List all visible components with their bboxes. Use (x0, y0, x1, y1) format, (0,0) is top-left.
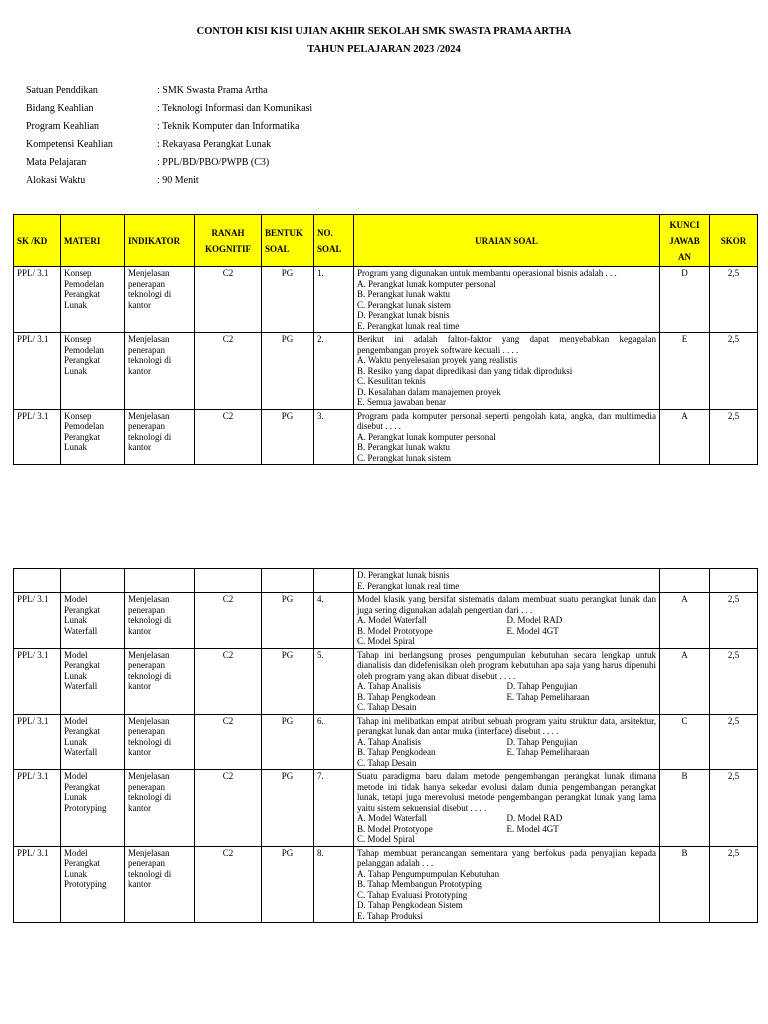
cell-skor: 2,5 (710, 267, 758, 333)
info-label: Mata Pelajaran (26, 157, 87, 168)
info-row (26, 118, 312, 136)
cell-bentuk: PG (262, 714, 314, 770)
info-label: Alokasi Waktu (26, 175, 86, 186)
cell-bentuk: PG (262, 409, 314, 465)
option-pair (357, 824, 656, 835)
cell-kunci: E (660, 333, 710, 410)
cell-materi: Model Perangkat Lunak Prototyping (61, 846, 125, 923)
cell-no: 7. (314, 770, 354, 847)
cell-uraian (354, 846, 660, 923)
option-pair (357, 626, 656, 637)
info-label: Kompetensi Keahlian (26, 139, 113, 150)
header-materi: MATERI (61, 215, 125, 267)
cell-skkd: PPL/ 3.1 (14, 846, 61, 923)
info-label: Bidang Keahlian (26, 103, 94, 114)
info-value: : Teknik Komputer dan Informatika (157, 121, 300, 132)
option-pair (357, 813, 656, 824)
table-row-continuation (14, 569, 758, 593)
option: D. Tahap Pengkodean Sistem (357, 900, 463, 910)
option: E. Tahap Produksi (357, 910, 423, 921)
cell-ranah: C2 (195, 409, 262, 465)
kisi-table-page1 (13, 214, 758, 465)
question-text: Berikut ini adalah faltor-faktor yang dapat menyebabkan kegagalan pengembangan proyek software kecuali . . . . (357, 334, 656, 355)
cell-ranah: C2 (195, 267, 262, 333)
cell-bentuk: PG (262, 333, 314, 410)
cell-skkd: PPL/ 3.1 (14, 333, 61, 410)
cell-ranah: C2 (195, 770, 262, 847)
option-pair (357, 747, 656, 758)
cell-indikator: Menjelasan penerapan teknologi di kantor (125, 846, 195, 923)
option: E. Tahap Pemeliharaan (506, 747, 590, 757)
option: C. Tahap Evaluasi Prototyping (357, 889, 468, 900)
cell-ranah: C2 (195, 648, 262, 714)
info-row (26, 136, 312, 154)
option: C. Tahap Desain (357, 702, 417, 712)
cell-no: 5. (314, 648, 354, 714)
option: E. Model 4GT (506, 625, 559, 636)
option: A. Tahap Analisis (357, 681, 421, 691)
cell-indikator: Menjelasan penerapan teknologi di kantor (125, 409, 195, 465)
table-row (14, 409, 758, 465)
cell-kunci: A (660, 648, 710, 714)
table-row (14, 714, 758, 770)
question-text: Program yang digunakan untuk membantu operasional bisnis adalah . . . (357, 268, 617, 278)
option: B. Tahap Membangun Prototyping (357, 879, 482, 889)
question-text: Model klasik yang bersifat sistematis dalam membuat suatu perangkat lunak dan juga sering digunakan adalah pengertian dari . . . (357, 594, 656, 615)
header-kunci: KUNCI JAWAB AN (660, 215, 710, 267)
option-pair (357, 737, 656, 748)
cell-skor: 2,5 (710, 846, 758, 923)
cell-bentuk: PG (262, 846, 314, 923)
option: C. Model Spiral (357, 834, 415, 844)
option: B. Tahap Pengkodean (357, 691, 436, 702)
cell-ranah: C2 (195, 593, 262, 649)
cell-ranah: C2 (195, 846, 262, 923)
option: D. Tahap Pengujian (506, 681, 578, 691)
header-no: NO. SOAL (314, 215, 354, 267)
table-row (14, 846, 758, 923)
header-bentuk: BENTUK SOAL (262, 215, 314, 267)
cell-skor: 2,5 (710, 648, 758, 714)
option: B. Model Prototyope (357, 625, 433, 636)
info-label: Satuan Penddikan (26, 85, 98, 96)
option: C. Perangkat lunak sistem (357, 452, 451, 463)
option: E. Tahap Pemeliharaan (506, 691, 590, 702)
cell-kunci: D (660, 267, 710, 333)
cell-no: 6. (314, 714, 354, 770)
option: E. Perangkat lunak real time (357, 320, 460, 331)
option: D. Model RAD (506, 615, 563, 625)
option: C. Kesulitan teknis (357, 376, 426, 386)
document-title: CONTOH KISI KISI UJIAN AKHIR SEKOLAH SMK SWASTA PRAMA ARTHA (196, 26, 572, 37)
header-ranah: RANAH KOGNITIF (195, 215, 262, 267)
document-subtitle: TAHUN PELAJARAN 2023 /2024 (307, 44, 461, 55)
cell-no: 2. (314, 333, 354, 410)
option: A. Model Waterfall (357, 615, 427, 625)
option: C. Tahap Desain (357, 757, 417, 768)
option: C. Perangkat lunak sistem (357, 299, 451, 310)
option: A. Waktu penyelesaian proyek yang realistis (357, 355, 518, 365)
info-value: : Rekayasa Perangkat Lunak (157, 139, 272, 150)
cell-uraian (354, 267, 660, 333)
kisi-table-page2 (13, 568, 758, 923)
cell-ranah: C2 (195, 714, 262, 770)
cell-indikator: Menjelasan penerapan teknologi di kantor (125, 333, 195, 410)
cell-uraian (354, 333, 660, 410)
option: B. Resiko yang dapat dipredikasi dan yang tidak diproduksi (357, 365, 573, 376)
option: B. Tahap Pengkodean (357, 747, 436, 757)
option: E. Semua jawaban benar (357, 397, 446, 407)
table-row (14, 593, 758, 649)
cell-indikator: Menjelasan penerapan teknologi di kantor (125, 770, 195, 847)
info-value: : 90 Menit (157, 175, 199, 186)
cell-uraian (354, 409, 660, 465)
question-text: Suatu paradigma baru dalam metode pengembangan perangkat lunak dimana metode ini tidak hanya sekedar evolusi dalam dunia pengembangan perangkat lunak, tetapi juga merevolusi metode pengembangan perangkat lunak yang lama yaitu sistem sekuensial disebut . . . . (357, 771, 656, 813)
cell-skkd: PPL/ 3.1 (14, 267, 61, 333)
cell-materi: Konsep Pemodelan Perangkat Lunak (61, 267, 125, 333)
cell-uraian (354, 648, 660, 714)
info-value: : PPL/BD/PBO/PWPB (C3) (157, 157, 270, 168)
table-row (14, 648, 758, 714)
cell-materi: Konsep Pemodelan Perangkat Lunak (61, 409, 125, 465)
cell-materi: Konsep Pemodelan Perangkat Lunak (61, 333, 125, 410)
cell-no: 8. (314, 846, 354, 923)
option-pair (357, 615, 656, 626)
cell-bentuk: PG (262, 267, 314, 333)
table-row (14, 333, 758, 410)
cell-indikator: Menjelasan penerapan teknologi di kantor (125, 593, 195, 649)
info-label: Program Keahlian (26, 121, 100, 132)
question-text: Tahap membuat perancangan sementara yang berfokus pada penyajian kepada pelanggan adalah . . . (357, 847, 656, 868)
option: D. Perangkat lunak bisnis (357, 310, 450, 320)
option: A. Perangkat lunak komputer personal (357, 278, 496, 289)
cell-materi: Model Perangkat Lunak Prototyping (61, 770, 125, 847)
question-text: Program pada komputer personal seperti pengolah kata, angka, dan multimedia disebut . . . . (357, 410, 656, 431)
header-indikator: INDIKATOR (125, 215, 195, 267)
cell-materi: Model Perangkat Lunak Waterfall (61, 648, 125, 714)
option: A. Tahap Analisis (357, 736, 421, 747)
cell-uraian (354, 714, 660, 770)
cell-no: 1. (314, 267, 354, 333)
info-block (26, 82, 312, 190)
cell-indikator: Menjelasan penerapan teknologi di kantor (125, 648, 195, 714)
cell-materi: Model Perangkat Lunak Waterfall (61, 714, 125, 770)
info-row (26, 172, 312, 190)
header-skkd: SK /KD (14, 215, 61, 267)
cell-indikator: Menjelasan penerapan teknologi di kantor (125, 267, 195, 333)
table-row (14, 770, 758, 847)
question-text: Tahap ini berlangsung proses pengumpulan kebutuhan secara lengkap untuk dianalisis dan didefenisikan oleh program kebutuhan apa saja yang harus dipenuhi oleh program yang akan dibuat disebut . . . . (357, 649, 656, 681)
option: B. Model Prototyope (357, 823, 433, 834)
table-row (14, 267, 758, 333)
cell-skkd: PPL/ 3.1 (14, 714, 61, 770)
cell-skkd: PPL/ 3.1 (14, 593, 61, 649)
cell-no: 3. (314, 409, 354, 465)
option: D. Kesalahan dalam manajemen proyek (357, 386, 501, 397)
cell-skor: 2,5 (710, 714, 758, 770)
cell-uraian (354, 593, 660, 649)
cell-skor: 2,5 (710, 409, 758, 465)
cell-kunci: C (660, 714, 710, 770)
option: A. Model Waterfall (357, 813, 427, 823)
info-value: : SMK Swasta Prama Artha (157, 85, 268, 96)
cell-uraian (354, 770, 660, 847)
option: B. Perangkat lunak waktu (357, 289, 450, 299)
option: C. Model Spiral (357, 636, 415, 646)
continuation-options: D. Perangkat lunak bisnis E. Perangkat lunak real time (354, 569, 660, 593)
cell-bentuk: PG (262, 770, 314, 847)
option: B. Perangkat lunak waktu (357, 442, 450, 452)
cell-kunci: B (660, 770, 710, 847)
info-value: : Teknologi Informasi dan Komunikasi (157, 103, 313, 114)
option: D. Model RAD (506, 813, 563, 823)
cell-skor: 2,5 (710, 770, 758, 847)
cell-skkd: PPL/ 3.1 (14, 770, 61, 847)
info-row (26, 154, 312, 172)
cell-bentuk: PG (262, 648, 314, 714)
option: A. Tahap Pengumpumpulan Kebutuhan (357, 868, 500, 879)
cell-skkd: PPL/ 3.1 (14, 648, 61, 714)
info-row (26, 100, 312, 118)
cell-no: 4. (314, 593, 354, 649)
cell-kunci: B (660, 846, 710, 923)
option-pair (357, 681, 656, 692)
info-row (26, 82, 312, 100)
cell-kunci: A (660, 593, 710, 649)
header-uraian: URAIAN SOAL (354, 215, 660, 267)
option: D. Tahap Pengujian (506, 736, 578, 747)
cell-ranah: C2 (195, 333, 262, 410)
cell-bentuk: PG (262, 593, 314, 649)
option-pair (357, 692, 656, 703)
cell-kunci: A (660, 409, 710, 465)
cell-indikator: Menjelasan penerapan teknologi di kantor (125, 714, 195, 770)
header-skor: SKOR (710, 215, 758, 267)
question-text: Tahap ini melibatkan empat atribut sebuah program yaitu struktur data, arsitektur, perangkat lunak dan antar muka (interface) disebut . . . . (357, 715, 656, 736)
cell-skor: 2,5 (710, 333, 758, 410)
cell-skkd: PPL/ 3.1 (14, 409, 61, 465)
option: A. Perangkat lunak komputer personal (357, 431, 496, 442)
cell-skor: 2,5 (710, 593, 758, 649)
option: E. Model 4GT (506, 823, 559, 834)
cell-materi: Model Perangkat Lunak Waterfall (61, 593, 125, 649)
